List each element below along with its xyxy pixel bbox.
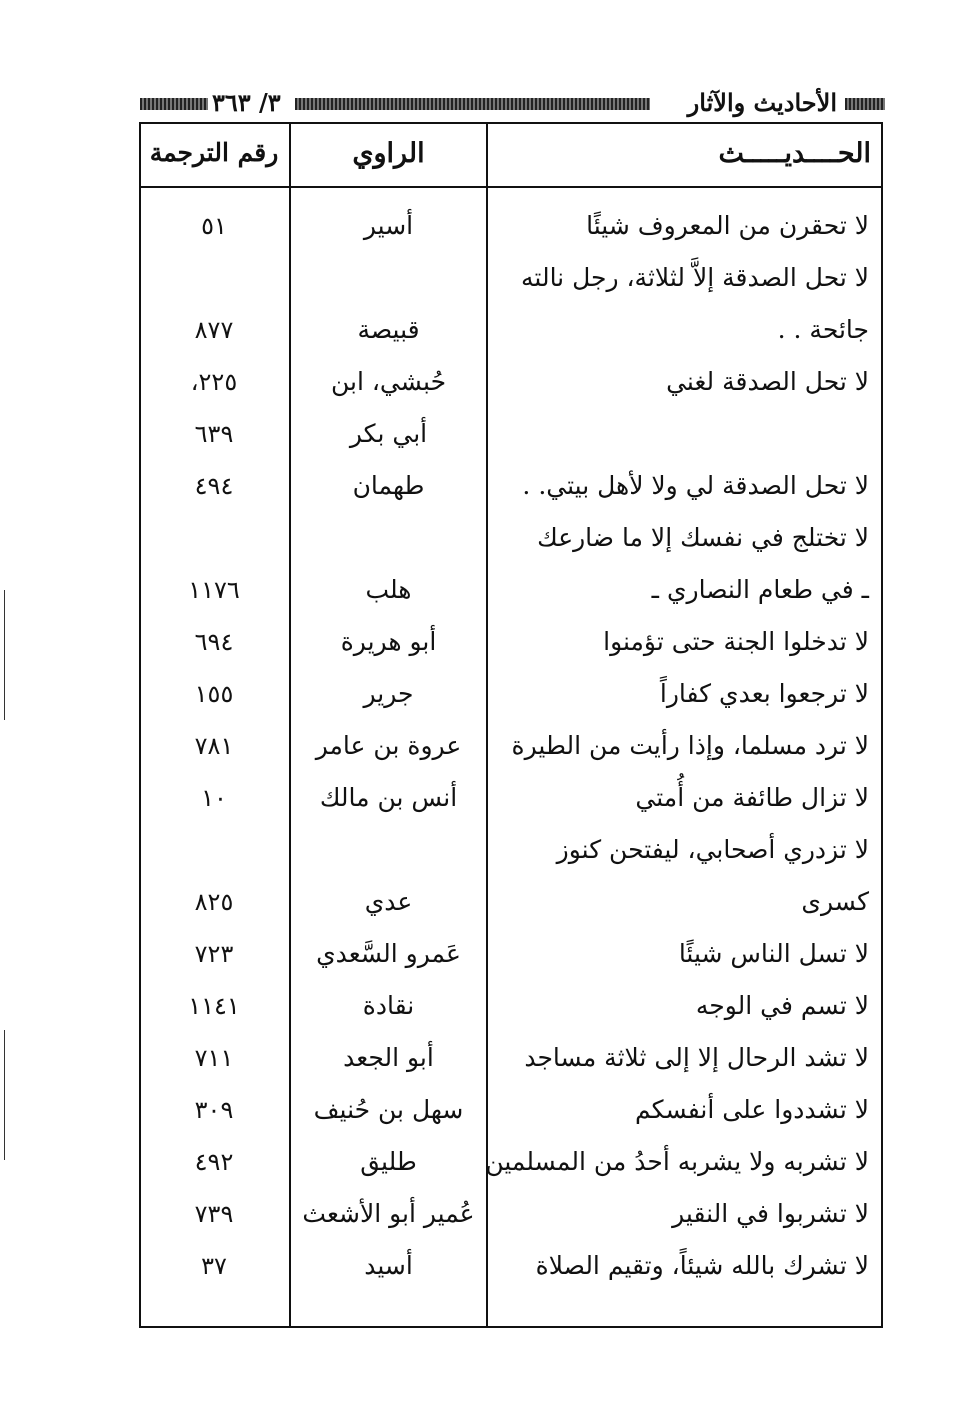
table-row xyxy=(141,1240,881,1292)
header-title: الأحاديث والآثار xyxy=(687,88,837,117)
index-table xyxy=(139,122,883,1328)
tarjama-number-cell: ٥١ xyxy=(201,212,227,240)
tarjama-number-cell: ٦٩٤ xyxy=(194,628,234,656)
hadith-cell: لا تشربوا في النقير xyxy=(672,1199,869,1228)
table-row xyxy=(141,876,881,928)
table-row xyxy=(141,1032,881,1084)
hadith-cell: لا تشربه ولا يشربه أحدُ من المسلمين xyxy=(485,1147,869,1176)
hadith-cell: ـ في طعام النصاري ـ xyxy=(651,575,869,604)
tarjama-number-cell: ٤٩٢ xyxy=(194,1148,234,1176)
header-divider xyxy=(141,186,881,188)
tarjama-number-cell: ٣٧ xyxy=(201,1252,227,1280)
tarjama-number-cell: ٧٨١ xyxy=(194,732,234,760)
hadith-cell: لا تسل الناس شيئًا xyxy=(678,939,869,968)
header-ornament-middle xyxy=(295,98,650,110)
rawi-cell: أبو هريرة xyxy=(340,627,437,656)
rawi-cell: قبيصة xyxy=(357,315,420,344)
column-header-tarjama: رقم الترجمة xyxy=(149,138,279,167)
rawi-cell: عُمير أبو الأشعث xyxy=(302,1199,475,1228)
table-row xyxy=(141,928,881,980)
rawi-cell: أسيد xyxy=(364,1251,413,1280)
hadith-cell: كسرى xyxy=(801,887,869,916)
tarjama-number-cell: ٦٣٩ xyxy=(194,420,234,448)
hadith-cell: لا تختلج في نفسك إلا ما ضارعك xyxy=(537,523,869,552)
rawi-cell: حُبشي، ابن xyxy=(330,367,447,396)
hadith-cell: لا تحل الصدقة إلاَّ لثلاثة، رجل نالته xyxy=(521,263,869,292)
table-row xyxy=(141,1188,881,1240)
table-row xyxy=(141,564,881,616)
rawi-cell: أبو الجعد xyxy=(343,1043,434,1072)
header-ornament-right xyxy=(845,98,885,110)
hadith-cell: لا تسم في الوجه xyxy=(695,991,869,1020)
tarjama-number-cell: ٢٢٥، xyxy=(190,368,238,396)
table-row xyxy=(141,200,881,252)
rawi-cell: هلب xyxy=(365,575,412,604)
hadith-cell: لا تحل الصدقة لي ولا لأهل بيتي. . xyxy=(522,471,869,500)
tarjama-number-cell: ٧٢٣ xyxy=(194,940,234,968)
rawi-cell: جرير xyxy=(363,679,414,708)
table-row xyxy=(141,356,881,408)
hadith-cell: لا تدخلوا الجنة حتى تؤمنوا xyxy=(603,627,869,656)
column-header-hadith: الحــــديـــــث xyxy=(718,138,871,169)
margin-mark-lower xyxy=(4,1030,5,1160)
rawi-cell: نقادة xyxy=(362,991,415,1020)
hadith-cell: لا ترد مسلما، وإذا رأيت من الطيرة xyxy=(511,731,869,760)
table-row xyxy=(141,824,881,876)
rawi-cell: أنس بن مالك xyxy=(319,783,458,812)
table-row xyxy=(141,1084,881,1136)
tarjama-number-cell: ١٥٥ xyxy=(194,680,234,708)
hadith-cell: لا تزال طائفة من أُمتي xyxy=(635,783,869,812)
hadith-cell: لا تشرك بالله شيئاً، وتقيم الصلاة xyxy=(535,1251,869,1280)
hadith-cell: لا ترجعوا بعدي كفاراً xyxy=(659,679,869,708)
table-row xyxy=(141,252,881,304)
tarjama-number-cell: ٧١١ xyxy=(194,1044,234,1072)
table-row xyxy=(141,720,881,772)
table-row xyxy=(141,616,881,668)
tarjama-number-cell: ٨٢٥ xyxy=(194,888,234,916)
rawi-cell: عَمرو السَّعدي xyxy=(316,939,461,968)
table-row xyxy=(141,408,881,460)
table-row xyxy=(141,772,881,824)
tarjama-number-cell: ٤٩٤ xyxy=(194,472,234,500)
header-page-number: ٣/ ٣٦٣ xyxy=(212,88,281,117)
rawi-cell: عروة بن عامر xyxy=(315,731,462,760)
hadith-cell: جائحة . . xyxy=(777,315,869,344)
tarjama-number-cell: ٣٠٩ xyxy=(194,1096,234,1124)
tarjama-number-cell: ١٠ xyxy=(201,784,227,812)
rawi-cell: طليق xyxy=(360,1147,417,1176)
hadith-cell: لا تحل الصدقة لغني xyxy=(666,367,869,396)
rawi-cell: أسير xyxy=(363,211,414,240)
table-row xyxy=(141,304,881,356)
hadith-cell: لا تشددوا على أنفسكم xyxy=(635,1095,869,1124)
table-row xyxy=(141,980,881,1032)
header-ornament-left xyxy=(140,98,208,110)
table-row xyxy=(141,512,881,564)
tarjama-number-cell: ١١٤١ xyxy=(188,992,240,1020)
hadith-cell: لا تشد الرحال إلا إلى ثلاثة مساجد xyxy=(524,1043,869,1072)
tarjama-number-cell: ٧٣٩ xyxy=(194,1200,234,1228)
tarjama-number-cell: ٨٧٧ xyxy=(194,316,234,344)
table-row xyxy=(141,460,881,512)
hadith-cell: لا تزدري أصحابي، ليفتحن كنوز xyxy=(556,835,869,864)
table-row xyxy=(141,668,881,720)
tarjama-number-cell: ١١٧٦ xyxy=(188,576,240,604)
hadith-cell: لا تحقرن من المعروف شيئًا xyxy=(586,211,869,240)
rawi-cell: سهل بن حُنيف xyxy=(313,1095,464,1124)
rawi-cell: عدي xyxy=(364,887,413,916)
rawi-cell: طهمان xyxy=(352,471,425,500)
margin-mark-upper xyxy=(4,590,5,720)
table-row xyxy=(141,1136,881,1188)
rawi-cell: أبي بكر xyxy=(349,419,428,448)
column-header-rawi: الراوي xyxy=(352,138,425,169)
running-header xyxy=(140,88,885,118)
